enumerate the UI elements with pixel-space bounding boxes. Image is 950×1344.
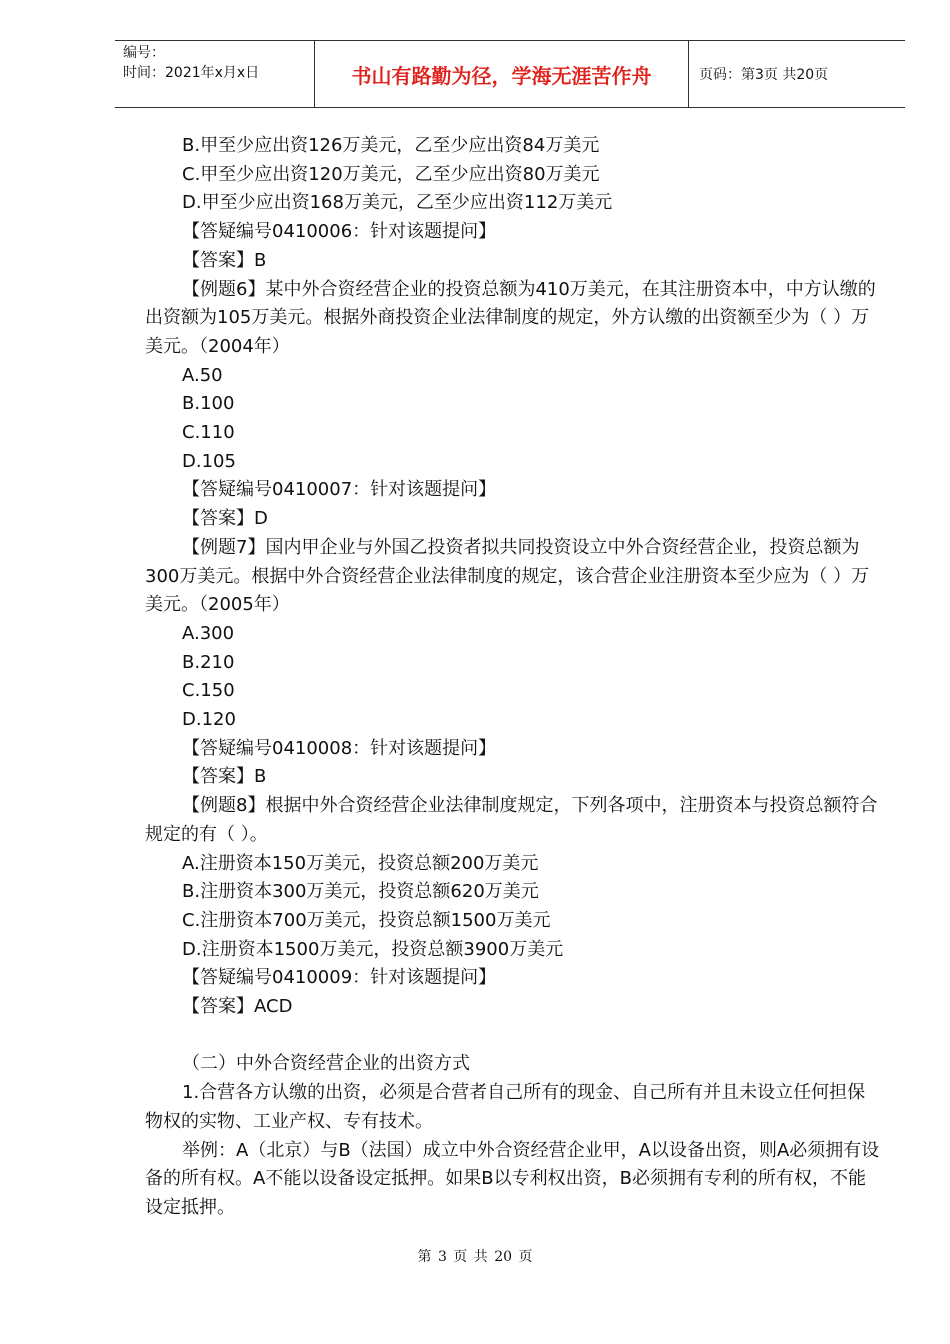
paragraph: 【答疑编号0410009：针对该题提问】 [182,967,497,989]
document-number-label: 编号： [123,45,165,61]
document-body [145,132,880,1223]
paragraph: 【答案】B [182,249,267,271]
paragraph: 【答案】D [182,508,268,530]
paragraph: D.120 [182,709,236,731]
paragraph: B.100 [182,393,235,415]
paragraph: 【例题7】国内甲企业与外国乙投资者拟共同投资设立中外合资经营企业，投资总额为300万美元。根据中外合资经营企业法律制度的规定，该合营企业注册资本至少应为（ ）万美元。（2005年） [145,536,870,616]
paragraph: D.甲至少应出资168万美元，乙至少应出资112万美元 [182,192,613,214]
header-page-info: 页码：第3页 共20页 [699,67,829,83]
section-heading: （二）中外合资经营企业的出资方式 [182,1053,470,1075]
paragraph: A.300 [182,622,235,644]
paragraph: C.甲至少应出资120万美元，乙至少应出资80万美元 [182,163,600,185]
document-time-label: 时间：2021年x月x日 [123,65,260,81]
paragraph: D.注册资本1500万美元，投资总额3900万美元 [182,938,564,960]
paragraph: A.50 [182,364,223,386]
page-header [115,40,905,108]
page-footer: 第 3 页 共 20 页 [417,1249,533,1265]
paragraph: 【答案】B [182,766,267,788]
paragraph: B.甲至少应出资126万美元，乙至少应出资84万美元 [182,135,600,156]
paragraph: D.105 [182,450,236,472]
paragraph: 1.合营各方认缴的出资，必须是合营者自己所有的现金、自己所有并且未设立任何担保物权的实物、工业产权、专有技术。 [145,1082,866,1132]
paragraph: 【答疑编号0410008：针对该题提问】 [182,737,497,759]
paragraph: B.注册资本300万美元，投资总额620万美元 [182,881,539,903]
blank-line [145,1022,880,1051]
paragraph: 举例：A（北京）与B（法国）成立中外合资经营企业甲，A以设备出资，则A必须拥有设备的所有权。A不能以设备设定抵押。如果B以专利权出资，B必须拥有专利的所有权，不能设定抵押。 [145,1139,880,1218]
paragraph: C.110 [182,422,235,444]
paragraph: C.150 [182,680,235,702]
paragraph: 【答疑编号0410006：针对该题提问】 [182,221,497,243]
paragraph: C.注册资本700万美元，投资总额1500万美元 [182,909,551,931]
header-meta [115,41,315,107]
paragraph: A.注册资本150万美元，投资总额200万美元 [182,852,539,874]
paragraph: 【例题6】某中外合资经营企业的投资总额为410万美元，在其注册资本中，中方认缴的出资额为105万美元。根据外商投资企业法律制度的规定，外方认缴的出资额至少为（ ）万美元。（2004年） [145,278,876,357]
paragraph: 【答疑编号0410007：针对该题提问】 [182,479,497,501]
paragraph: 【答案】ACD [182,996,293,1018]
header-motto: 书山有路勤为径，学海无涯苦作舟 [315,41,689,107]
paragraph: B.210 [182,651,235,673]
paragraph: 【例题8】根据中外合资经营企业法律制度规定，下列各项中，注册资本与投资总额符合规定的有（ ）。 [145,795,878,845]
